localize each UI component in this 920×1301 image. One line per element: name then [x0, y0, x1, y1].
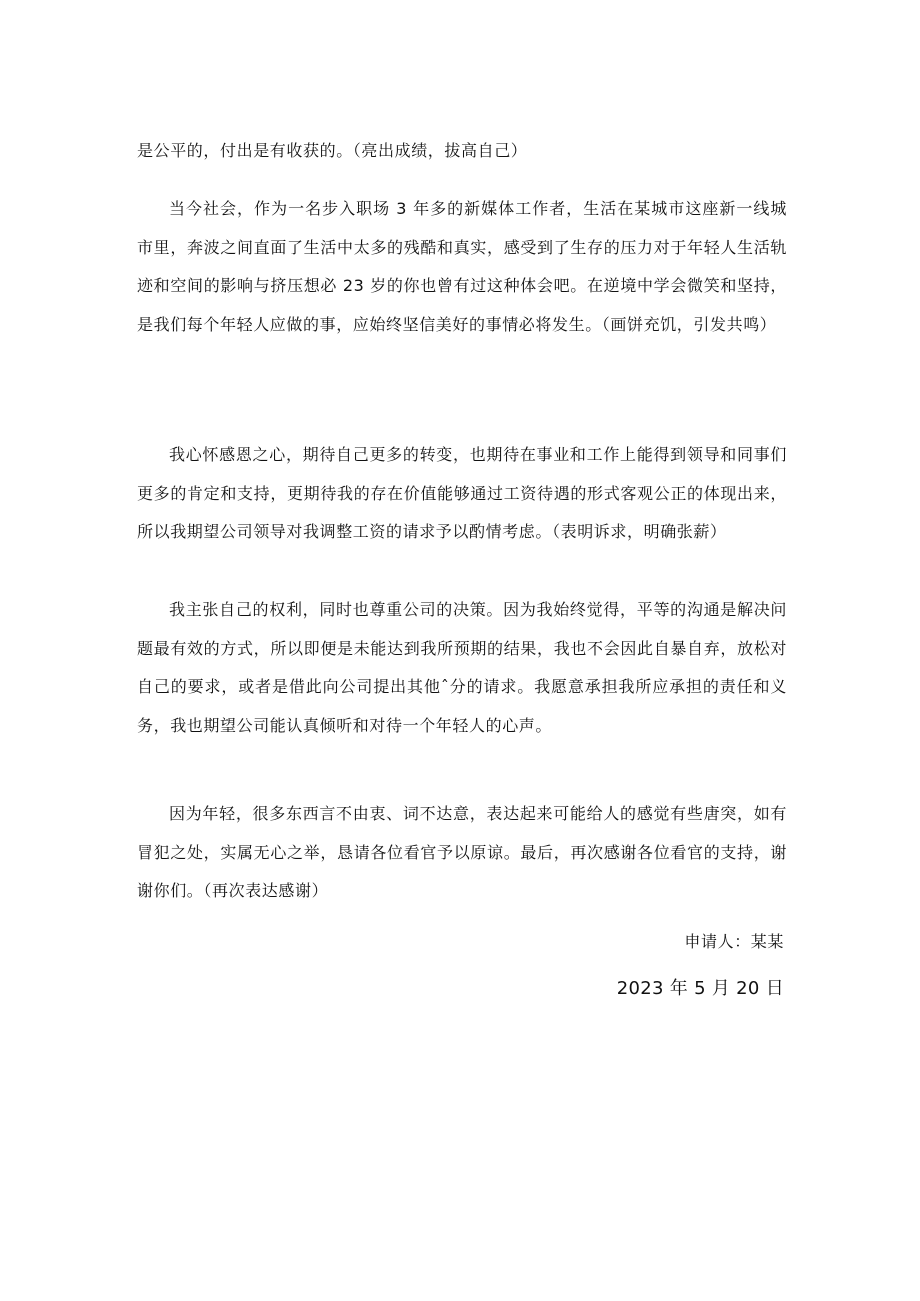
paragraph-continuation [137, 132, 787, 171]
signature: 申请人：某某 [684, 932, 784, 951]
paragraph-1-text: 当今社会，作为一名步入职场 3 年多的新媒体工作者，生活在某城市这座新一线城市里，奔波之间直面了生活中太多的残酷和真实，感受到了生存的压力对于年轻人生活轨迹和空间的影响与挤压想必 23 岁的你也曾有过这种体会吧。在逆境中学会微笑和坚持，是我们每个年轻人应做的事，应始终坚信美好的事情必将发生。（画饼充饥，引发共鸣） [137, 199, 787, 334]
paragraph-2 [137, 436, 787, 552]
paragraph-4-text: 因为年轻，很多东西言不由衷、词不达意，表达起来可能给人的感觉有些唐突，如有冒犯之处，实属无心之举，恳请各位看官予以原谅。最后，再次感谢各位看官的支持，谢谢你们。（再次表达感谢） [137, 804, 787, 900]
paragraph-3 [137, 591, 787, 745]
paragraph-4 [137, 795, 787, 911]
paragraph-continuation-text: 是公平的，付出是有收获的。（亮出成绩，拔高自己） [137, 141, 528, 160]
paragraph-1 [137, 190, 787, 344]
paragraph-3-text: 我主张自己的权利，同时也尊重公司的决策。因为我始终觉得，平等的沟通是解决问题最有效的方式，所以即便是未能达到我所预期的结果，我也不会因此自暴自弃，放松对自己的要求，或者是借此向公司提出其他ˆ分的请求。我愿意承担我所应承担的责任和义务，我也期望公司能认真倾听和对待一个年轻人的心声。 [137, 600, 787, 735]
date: 2023 年 5 月 20 日 [616, 978, 784, 999]
paragraph-2-text: 我心怀感恩之心，期待自己更多的转变，也期待在事业和工作上能得到领导和同事们更多的肯定和支持，更期待我的存在价值能够通过工资待遇的形式客观公正的体现出来，所以我期望公司领导对我调整工资的请求予以酌情考虑。（表明诉求，明确张薪） [137, 445, 787, 541]
